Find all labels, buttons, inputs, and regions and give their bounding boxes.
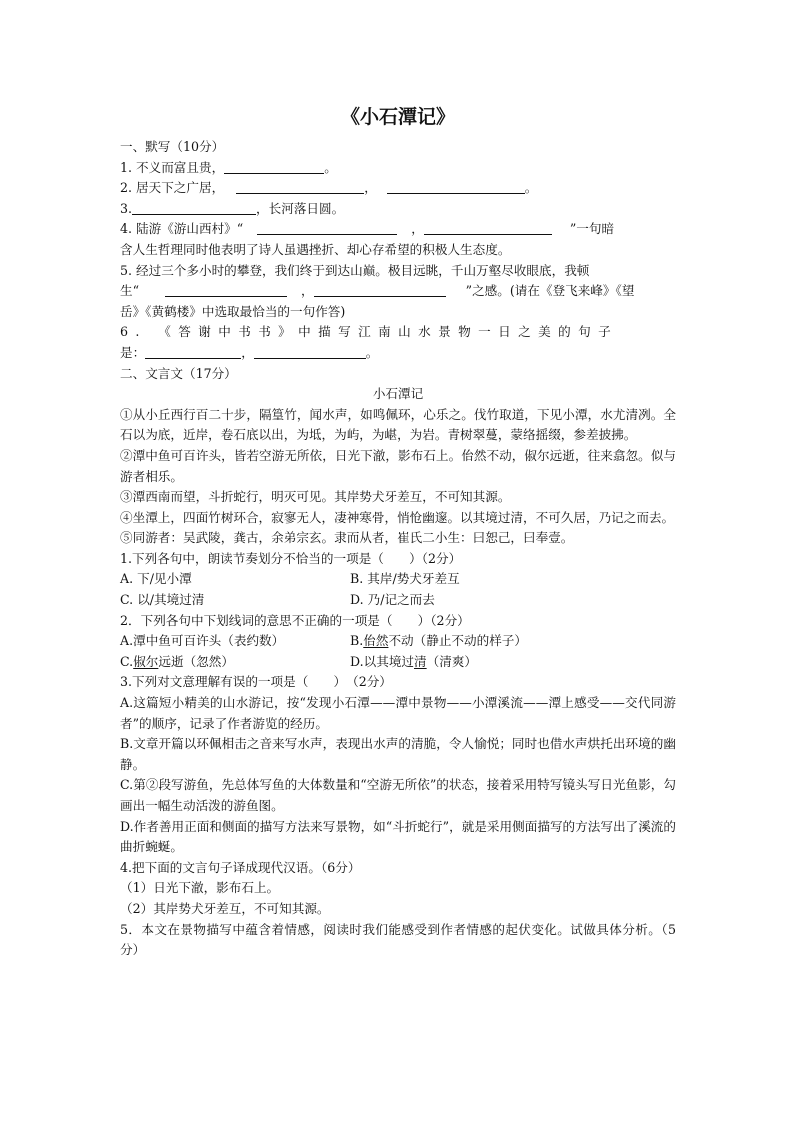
question-1-5-line-2: 生“ ， ”之感。(请在《登飞来峰》《望	[120, 283, 635, 299]
option-d[interactable]: D. 乃/记之而去	[350, 592, 435, 608]
answer-blank[interactable]	[132, 200, 256, 215]
option-a[interactable]: A.这篇短小精美的山水游记，按“发现小石潭——潭中景物——小潭溪流——潭上感受——交代同游者”的顺序，记录了作者游览的经历。	[120, 695, 676, 731]
section-1-header: 一、默写（10分）	[120, 139, 225, 154]
document-page	[120, 100, 676, 961]
question-1-5-line-3: 岳》《黄鹤楼》中选取最恰当的一句作答)	[120, 303, 346, 319]
option-d[interactable]: D.作者善用正面和侧面的描写方法来写景物，如“斗折蛇行”，就是采用侧面描写的方法写出了溪流的曲折蜿蜒。	[120, 818, 676, 855]
passage-paragraph-4: ④坐潭上，四面竹树环合，寂寥无人，凄神寒骨，悄怆幽邃。以其境过清，不可久居，乃记之而去。	[120, 509, 675, 525]
underlined-word: 佁然	[363, 633, 389, 649]
option-b[interactable]: B.文章开篇以环佩相击之音来写水声，表现出水声的清脆，令人愉悦；同时也借水声烘托出环境的幽静。	[120, 736, 676, 772]
option-c[interactable]: C. 以/其境过清	[120, 592, 205, 608]
passage-title: 小石潭记	[372, 386, 424, 402]
question-2-1-options-cd	[120, 590, 676, 611]
section-2-header: 二、文言文（17分）	[120, 365, 237, 381]
question-1-6-line-2: 是： ， 。	[120, 344, 379, 360]
answer-blank[interactable]	[424, 220, 552, 235]
question-1-5-line-1: 5. 经过三个多小时的攀登，我们终于到达山巅。极目远眺，千山万壑尽收眼底，我顿	[120, 262, 590, 278]
question-2-1-options-ab	[120, 569, 676, 590]
passage-paragraph-3: ③潭西南而望，斗折蛇行，明灭可见。其岸势犬牙差互，不可知其源。	[120, 489, 511, 505]
answer-blank[interactable]	[165, 282, 287, 297]
option-a[interactable]: A. 下/见小潭	[120, 571, 192, 587]
translation-sentence-2: （2）其岸势犬牙差互，不可知其源。	[120, 900, 330, 916]
passage-paragraph-1: ①从小丘西行百二十步，隔篁竹，闻水声，如鸣佩环，心乐之。伐竹取道，下见小潭，水尤清冽。全石以为底，近岸，卷石底以出，为坻，为屿，为嵁，为岩。青树翠蔓，蒙络摇缀，参差披拂。	[120, 406, 676, 443]
underlined-word: 俶尔	[133, 653, 159, 669]
translation-sentence-1: （1）日光下澈，影布石上。	[120, 880, 280, 896]
question-1-3: 3. ，长河落日圆。	[120, 200, 345, 216]
question-2-2-options-cd	[120, 652, 676, 673]
question-2-1-stem: 1.下列各句中，朗读节奏划分不恰当的一项是（ ）（2分）	[120, 550, 462, 566]
question-1-1: 1. 不义而富且贵， 。	[120, 159, 337, 175]
answer-blank[interactable]	[236, 179, 364, 194]
passage-paragraph-2: ②潭中鱼可百许头，皆若空游无所依，日光下澈，影布石上。佁然不动，俶尔远逝，往来翕忽。似与游者相乐。	[120, 447, 676, 484]
answer-blank[interactable]	[387, 179, 525, 194]
option-d[interactable]: D.以其境过清（清爽）	[350, 653, 477, 669]
passage-paragraph-5: ⑤同游者：吴武陵，龚古，余弟宗玄。隶而从者，崔氏二小生：曰恕己，曰奉壹。	[120, 530, 574, 546]
question-1-4-line-2: 含人生哲理同时他表明了诗人虽遇挫折、却心存希望的积极人生态度。	[120, 241, 511, 257]
question-1-6-line-1: 6. 《答谢中书书》中描写江南山水景物一日之美的句子	[120, 324, 619, 340]
question-2-2-stem: 2．下列各句中下划线词的意思不正确的一项是（ ）（2分）	[120, 612, 470, 628]
option-a[interactable]: A.潭中鱼可百许头（表约数）	[120, 633, 285, 649]
answer-blank[interactable]	[254, 344, 366, 359]
option-b[interactable]: B.佁然不动（静止不动的样子）	[350, 633, 527, 649]
question-2-5-stem: 5．本文在景物描写中蕴含着情感，阅读时我们能感受到作者情感的起伏变化。试做具体分析。（5分）	[120, 921, 676, 958]
answer-blank[interactable]	[314, 282, 446, 297]
option-b[interactable]: B. 其岸/势犬牙差互	[350, 571, 460, 587]
question-1-4-line-1: 4. 陆游《游山西村》“ ， ”一句暗	[120, 221, 615, 237]
underlined-word: 清	[414, 653, 427, 669]
answer-blank[interactable]	[224, 159, 324, 174]
answer-blank[interactable]	[257, 220, 397, 235]
question-2-3-stem: 3.下列对文意理解有误的一项是（ ） （2分）	[120, 674, 392, 690]
answer-blank[interactable]	[145, 344, 241, 359]
question-2-4-stem: 4.把下面的文言句子译成现代汉语。（6分）	[120, 859, 361, 875]
option-c[interactable]: C.第②段写游鱼，先总体写鱼的大体数量和“空游无所依”的状态，接着采用特写镜头写日光鱼影，勾画出一幅生动活泼的游鱼图。	[120, 777, 676, 813]
option-c[interactable]: C.俶尔远逝（忽然）	[120, 653, 234, 669]
question-2-2-options-ab	[120, 631, 676, 652]
question-1-2: 2. 居天下之广居， ， 。	[120, 180, 538, 196]
document-title: 《小石潭记》	[340, 106, 455, 128]
